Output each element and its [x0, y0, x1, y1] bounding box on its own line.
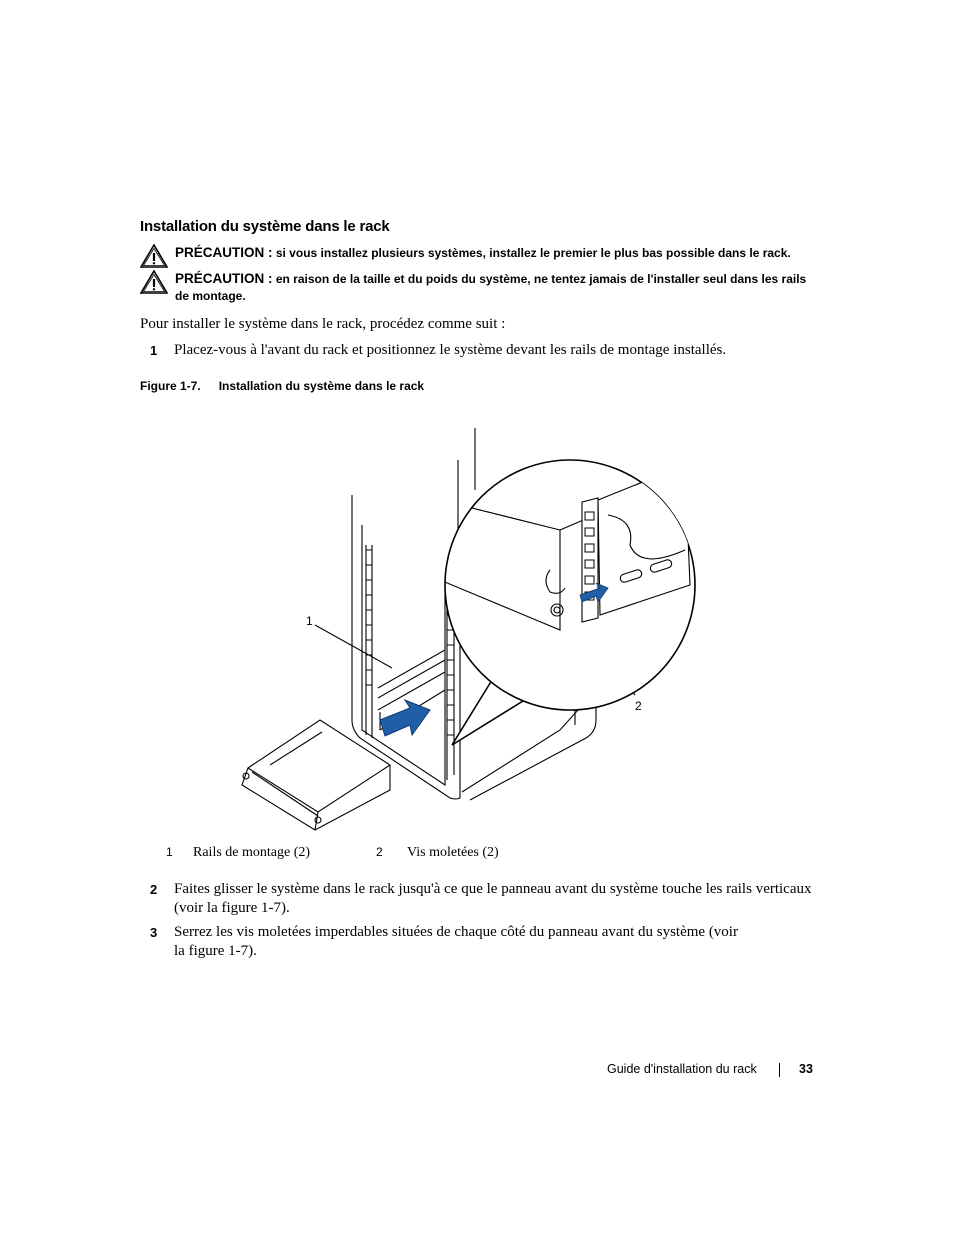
callout-2: 2 — [635, 699, 642, 713]
legend-label: Vis moletées (2) — [407, 845, 499, 860]
step-text: Serrez les vis moletées imperdables situées de chaque côté du panneau avant du système (voir la figure 1-7). — [174, 924, 738, 959]
warning-triangle-icon — [140, 244, 168, 268]
step-number: 1 — [150, 343, 158, 358]
warning-triangle-icon — [140, 270, 168, 294]
step-number: 3 — [150, 925, 158, 940]
page-number: 33 — [799, 1062, 813, 1076]
intro-paragraph: Pour installer le système dans le rack, procédez comme suit : — [140, 316, 506, 332]
rack-installation-illustration — [230, 420, 710, 840]
caution-label: PRÉCAUTION : — [175, 271, 273, 286]
figure-legend-item — [166, 845, 310, 861]
figure-legend-item — [376, 845, 499, 861]
blue-arrow — [380, 700, 430, 736]
legend-label: Rails de montage (2) — [193, 845, 311, 860]
step-number: 2 — [150, 882, 158, 897]
legend-number: 2 — [376, 845, 383, 859]
step-text: Faites glisser le système dans le rack jusqu'à ce que le panneau avant du système touche les rails verticaux (voir la figure 1-7). — [174, 881, 812, 916]
callout-1: 1 — [306, 614, 313, 628]
legend-number: 1 — [166, 845, 173, 859]
figure-caption — [140, 379, 424, 393]
section-title: Installation du système dans le rack — [140, 218, 390, 235]
caution-label: PRÉCAUTION : — [175, 245, 273, 260]
footer-divider — [779, 1063, 780, 1077]
footer-title: Guide d'installation du rack — [607, 1062, 757, 1076]
step-text: Placez-vous à l'avant du rack et positionnez le système devant les rails de montage installés. — [174, 342, 727, 358]
figure-title: Installation du système dans le rack — [218, 379, 425, 393]
caution-text: en raison de la taille et du poids du système, ne tentez jamais de l'installer seul dans les rails de montage. — [175, 272, 807, 303]
caution-text: si vous installez plusieurs systèmes, installez le premier le plus bas possible dans le rack. — [275, 246, 791, 260]
figure-number: Figure 1-7. — [140, 379, 201, 393]
